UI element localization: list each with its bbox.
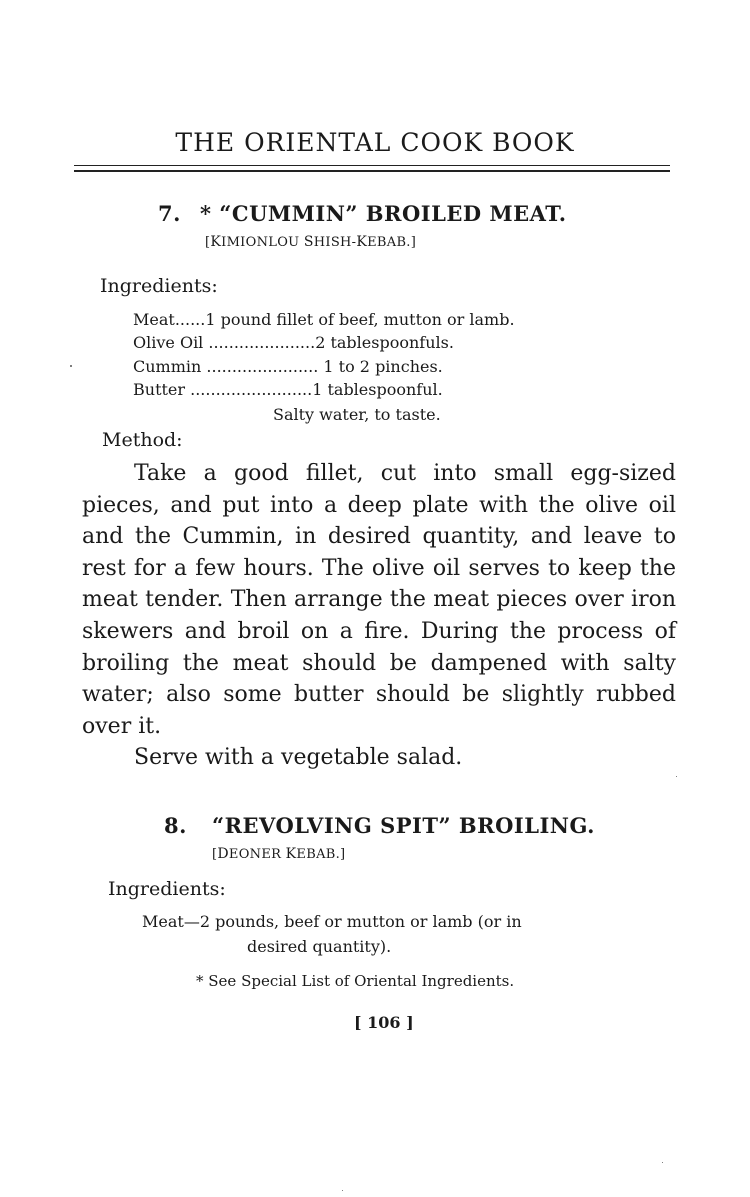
page-number: [ 106 ]	[354, 1013, 414, 1032]
print-speck	[676, 776, 677, 777]
print-speck	[70, 365, 72, 367]
ingredient-extra: Salty water, to taste.	[273, 405, 441, 424]
recipe-8-ingredients-label: Ingredients:	[108, 878, 226, 900]
recipe-7-method-label: Method:	[102, 429, 183, 451]
ingredient-line: Meat......1 pound fillet of beef, mutton or lamb.	[133, 310, 515, 329]
ingredient-line: desired quantity).	[247, 937, 392, 956]
footnote: * See Special List of Oriental Ingredients.	[196, 972, 515, 990]
ingredient-line: Olive Oil .....................2 tablespoonfuls.	[133, 333, 454, 352]
recipe-8-title: “REVOLVING SPIT” BROILING.	[212, 813, 595, 838]
recipe-7-title: * “CUMMIN” BROILED MEAT.	[200, 201, 567, 226]
print-speck	[662, 1162, 663, 1163]
recipe-7-number: 7.	[158, 201, 181, 226]
method-paragraph: Serve with a vegetable salad.	[134, 745, 463, 771]
ingredient-line: Butter ........................1 tablespoonful.	[133, 380, 443, 399]
recipe-8-subtitle: [DEONER KEBAB.]	[212, 846, 346, 862]
ingredient-line: Cummin ...................... 1 to 2 pinches.	[133, 357, 443, 376]
header-rule-bottom	[74, 170, 670, 172]
print-speck	[342, 1190, 343, 1191]
running-head: THE ORIENTAL COOK BOOK	[175, 128, 575, 157]
recipe-7-method-text	[82, 458, 676, 774]
header-rule-top	[74, 165, 670, 166]
recipe-8-number: 8.	[164, 813, 187, 838]
recipe-7-ingredients-label: Ingredients:	[100, 275, 218, 297]
method-paragraph: Take a good fillet, cut into small egg-sized pieces, and put into a deep plate with the olive oil and the Cummin, in desired quantity, and leave to rest for a few hours. The olive oil serves to keep the meat tender. Then arrange the meat pieces over iron skewers and broil on a fire. During the process of broiling the meat should be dampened with salty water; also some butter should be slightly rubbed over it.	[82, 461, 676, 739]
recipe-7-subtitle: [KIMIONLOU SHISH-KEBAB.]	[205, 234, 417, 250]
ingredient-line: Meat—2 pounds, beef or mutton or lamb (or in	[142, 912, 522, 931]
